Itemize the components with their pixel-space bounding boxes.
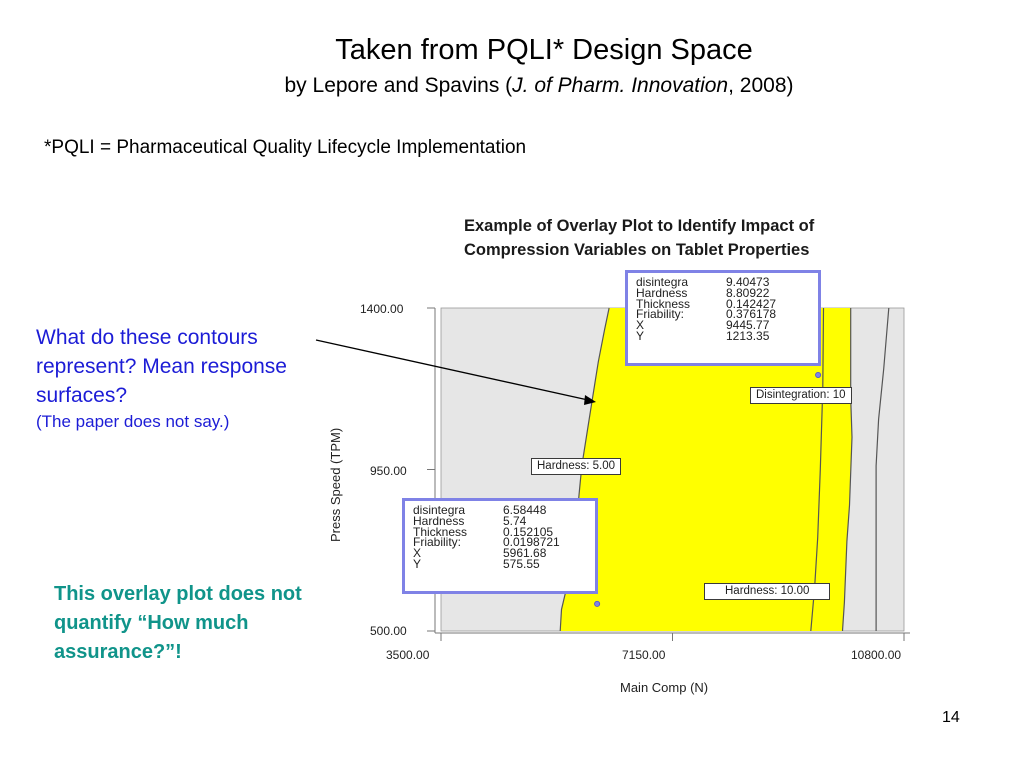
x-axis-label: Main Comp (N): [620, 680, 709, 695]
readout-key: X: [636, 318, 645, 333]
readout-table: [636, 277, 776, 342]
readout-point-marker: [595, 601, 600, 606]
remark-text: This overlay plot does not quantify “How much assurance?”!: [54, 583, 302, 663]
readout-key: Thickness: [636, 296, 691, 311]
footnote: *PQLI = Pharmaceutical Quality Lifecycle Implementation: [44, 137, 527, 158]
slide-title: Taken from PQLI* Design Space: [335, 34, 753, 66]
readout-key: Hardness: [636, 285, 688, 300]
journal-name: J. of Pharm. Innovation: [512, 74, 729, 97]
readout-value: 0.0198721: [503, 535, 560, 550]
x-tick-label: 7150.00: [622, 648, 666, 662]
readout-value: 1213.35: [726, 328, 770, 343]
y-axis-label: Press Speed (TPM): [328, 427, 343, 542]
readout-key: disintegra: [636, 275, 689, 289]
readout-value: 0.152105: [503, 524, 554, 539]
x-tick-label: 10800.00: [851, 648, 902, 662]
readout-value: 0.142427: [726, 296, 777, 311]
readout-value: 0.376178: [726, 307, 777, 322]
readout-key: Y: [636, 328, 645, 343]
question-text: What do these contours represent? Mean response surfaces?: [36, 326, 287, 407]
readout-key: Y: [413, 556, 422, 571]
readout-value: 5.74: [503, 513, 527, 528]
readout-value: 9445.77: [726, 318, 770, 333]
readout-key: disintegra: [413, 503, 466, 517]
readout-key: Hardness: [413, 513, 465, 528]
y-tick-label: 950.00: [370, 464, 407, 478]
contour-label-hardness-5: Hardness: 5.00: [531, 458, 621, 475]
readout-key: X: [413, 546, 422, 561]
subtitle-prefix: by Lepore and Spavins (: [284, 74, 513, 97]
subtitle-suffix: , 2008): [728, 74, 794, 97]
y-tick-label: 1400.00: [360, 302, 404, 316]
readout-row: [413, 559, 560, 570]
readout-value: 8.80922: [726, 285, 770, 300]
readout-row: [636, 331, 776, 342]
readout-box-lower: [402, 498, 598, 594]
question-note: (The paper does not say.): [36, 412, 230, 431]
readout-key: Friability:: [636, 307, 685, 322]
y-tick-label: 500.00: [370, 624, 407, 638]
page-number: 14: [942, 709, 960, 726]
readout-point-marker: [816, 372, 821, 377]
readout-value: 9.40473: [726, 275, 770, 289]
readout-box-upper: [625, 270, 821, 366]
readout-table: [413, 505, 560, 570]
chart-title-line1: Example of Overlay Plot to Identify Impact of: [464, 217, 815, 235]
readout-key: Thickness: [413, 524, 468, 539]
contour-label-hardness-10: Hardness: 10.00: [704, 583, 830, 600]
chart-title-line2: Compression Variables on Tablet Properties: [464, 241, 810, 259]
x-tick-label: 3500.00: [386, 648, 430, 662]
readout-key: Friability:: [413, 535, 462, 550]
readout-value: 575.55: [503, 556, 540, 571]
readout-value: 5961.68: [503, 546, 547, 561]
contour-label-disintegration: Disintegration: 10: [750, 387, 852, 404]
readout-value: 6.58448: [503, 503, 547, 517]
